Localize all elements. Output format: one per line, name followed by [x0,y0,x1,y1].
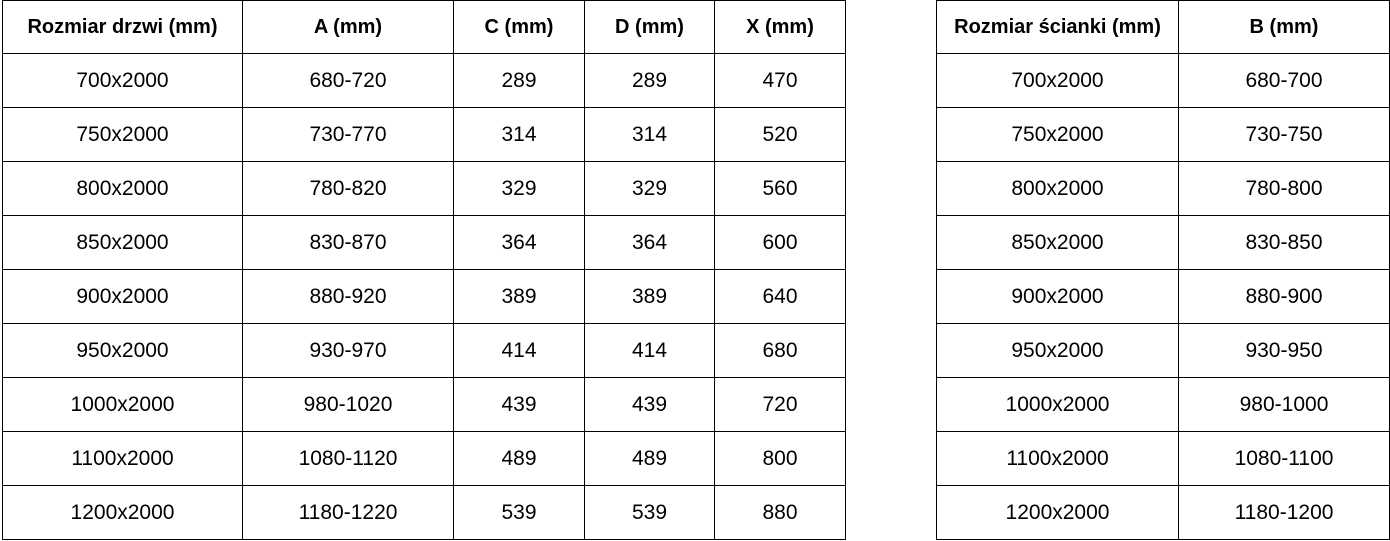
table-cell: 1200x2000 [3,486,243,540]
table-cell: 1180-1220 [243,486,454,540]
table-row [937,108,1390,162]
table-cell: 880-920 [243,270,454,324]
table-cell: 414 [585,324,715,378]
column-header: A (mm) [243,1,454,54]
column-header: Rozmiar drzwi (mm) [3,1,243,54]
table-cell: 700x2000 [3,54,243,108]
table-cell: 314 [585,108,715,162]
table-row [3,432,846,486]
table-cell: 830-850 [1179,216,1390,270]
table-cell: 680-720 [243,54,454,108]
header-row [3,1,846,54]
table-cell: 414 [454,324,585,378]
table-cell: 489 [454,432,585,486]
table-cell: 900x2000 [3,270,243,324]
table-cell: 750x2000 [937,108,1179,162]
column-header: Rozmiar ścianki (mm) [937,1,1179,54]
table-cell: 700x2000 [937,54,1179,108]
table-cell: 489 [585,432,715,486]
table-cell: 730-750 [1179,108,1390,162]
table-cell: 560 [715,162,846,216]
table-cell: 850x2000 [3,216,243,270]
table-cell: 520 [715,108,846,162]
table-cell: 950x2000 [3,324,243,378]
table-cell: 329 [454,162,585,216]
table-cell: 750x2000 [3,108,243,162]
table-cell: 640 [715,270,846,324]
table-cell: 930-970 [243,324,454,378]
table-cell: 680-700 [1179,54,1390,108]
table-cell: 780-820 [243,162,454,216]
table-cell: 539 [585,486,715,540]
table-cell: 289 [585,54,715,108]
table-cell: 980-1020 [243,378,454,432]
table-row [937,324,1390,378]
table-cell: 880 [715,486,846,540]
table-cell: 1100x2000 [3,432,243,486]
table-row [3,486,846,540]
table-cell: 600 [715,216,846,270]
table-cell: 1200x2000 [937,486,1179,540]
table-cell: 439 [454,378,585,432]
table-cell: 720 [715,378,846,432]
table-cell: 800x2000 [937,162,1179,216]
table-cell: 1080-1120 [243,432,454,486]
table-cell: 730-770 [243,108,454,162]
table-cell: 314 [454,108,585,162]
table-row [3,270,846,324]
table-cell: 930-950 [1179,324,1390,378]
table-row [937,432,1390,486]
table-cell: 850x2000 [937,216,1179,270]
header-row [937,1,1390,54]
table-row [937,54,1390,108]
table-cell: 780-800 [1179,162,1390,216]
table-row [3,162,846,216]
column-header: C (mm) [454,1,585,54]
column-header: D (mm) [585,1,715,54]
table-row [3,378,846,432]
table-cell: 389 [585,270,715,324]
table-cell: 980-1000 [1179,378,1390,432]
table-cell: 389 [454,270,585,324]
table-row [3,108,846,162]
table-cell: 1180-1200 [1179,486,1390,540]
table-row [937,216,1390,270]
table-row [937,378,1390,432]
table-cell: 470 [715,54,846,108]
wall-panel-dimensions-table [936,0,1390,540]
door-dimensions-table [2,0,846,540]
table-cell: 830-870 [243,216,454,270]
table-cell: 1100x2000 [937,432,1179,486]
table-cell: 680 [715,324,846,378]
table-cell: 539 [454,486,585,540]
table-row [937,162,1390,216]
table-cell: 364 [454,216,585,270]
table-cell: 1080-1100 [1179,432,1390,486]
table-row [3,324,846,378]
table-cell: 289 [454,54,585,108]
table-row [3,216,846,270]
table-row [937,486,1390,540]
table-cell: 900x2000 [937,270,1179,324]
table-cell: 329 [585,162,715,216]
table-cell: 950x2000 [937,324,1179,378]
table-cell: 880-900 [1179,270,1390,324]
table-cell: 439 [585,378,715,432]
table-cell: 800 [715,432,846,486]
column-header: X (mm) [715,1,846,54]
table-cell: 364 [585,216,715,270]
table-cell: 1000x2000 [3,378,243,432]
table-cell: 1000x2000 [937,378,1179,432]
table-row [3,54,846,108]
column-header: B (mm) [1179,1,1390,54]
table-row [937,270,1390,324]
table-cell: 800x2000 [3,162,243,216]
